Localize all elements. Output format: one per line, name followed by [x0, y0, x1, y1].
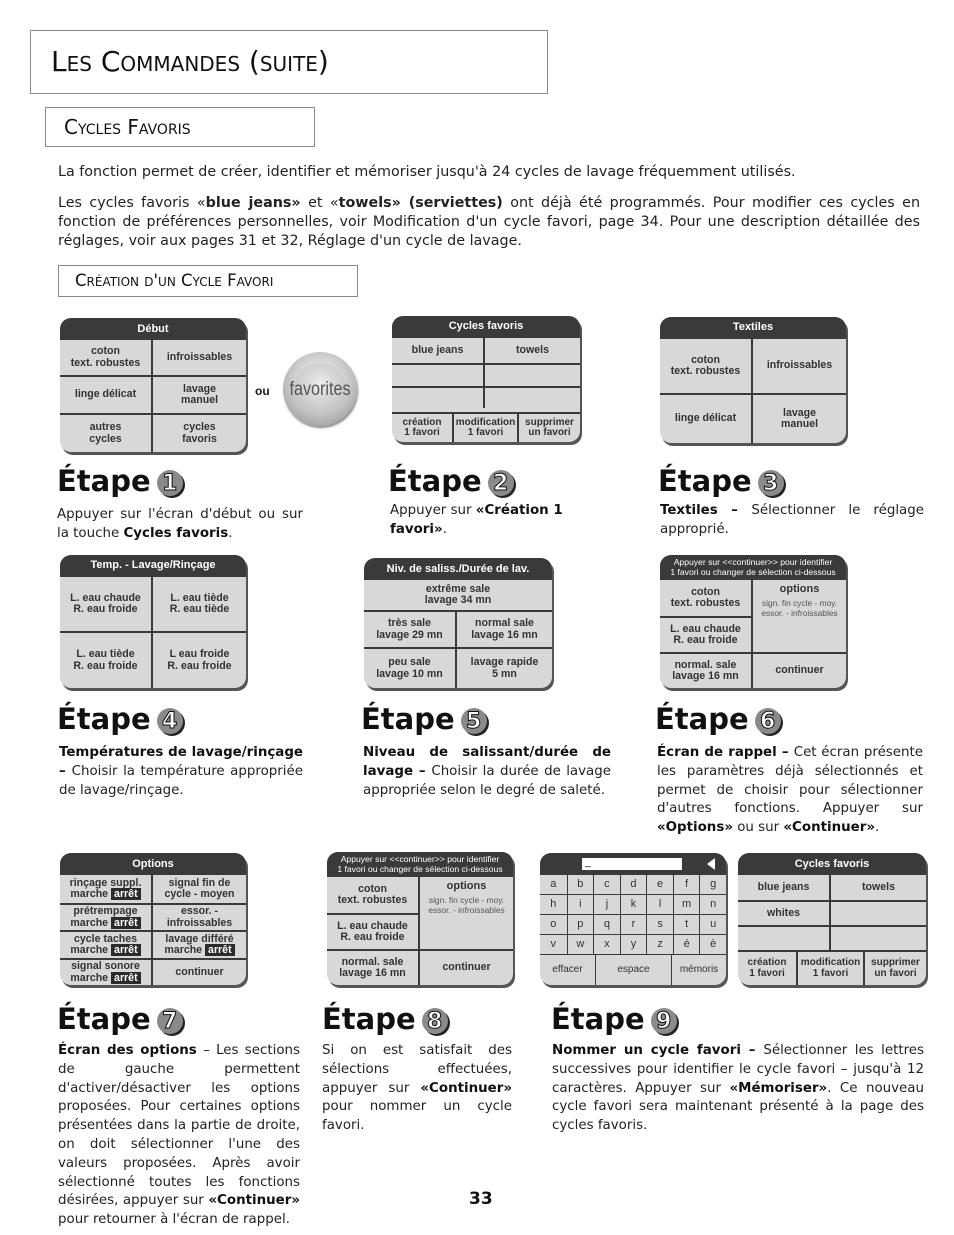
etape-5-text: Niveau de salissant/durée de lavage – Choisir la durée de lavage appropriée selon le degré de saleté.: [363, 745, 611, 798]
btn-coton[interactable]: coton text. robustes: [70, 345, 141, 369]
section-title: Cycles Favoris: [64, 115, 191, 139]
intro-paragraph-2: Les cycles favoris «blue jeans» et «towels» (serviettes) ont déjà été programmés. Pour modifier ces cycles en fonction de préférences personnelles, voir Modification d'un cycle favori, page 34. Pour une description détaillée des réglages, voir aux pages 31 et 32, Réglage d'un cycle de lavage.: [58, 195, 921, 249]
screen-header: Cycles favoris: [738, 853, 926, 875]
ou-label: ou: [255, 384, 270, 398]
key-0-5[interactable]: f: [673, 875, 700, 895]
key-memoriser[interactable]: mémoris: [671, 955, 726, 985]
etape-9-text: Nommer un cycle favori – Sélectionner les lettres successives pour identifier le cycle favori – jusqu'à 12 caractères. Appuyer sur «Mémoriser». Ce nouveau cycle favori sera maintenant présenté à la page des cycles favoris.: [552, 1043, 924, 1134]
etape-3-text: Textiles – Sélectionner le réglage approprié.: [660, 503, 924, 537]
btn-continuer[interactable]: continuer: [175, 965, 224, 978]
key-3-5[interactable]: é: [673, 935, 700, 955]
etape-2-text: Appuyer sur «Création 1 favori».: [390, 503, 563, 537]
key-0-4[interactable]: e: [646, 875, 673, 895]
cursor: _: [585, 857, 591, 868]
btn-temp-chaude-froide[interactable]: L. eau chaude R. eau froide: [70, 591, 141, 615]
etape-3-heading: Étape 3: [658, 464, 784, 498]
divider: [738, 925, 926, 927]
key-3-6[interactable]: è: [699, 935, 726, 955]
btn-whites[interactable]: whites: [767, 906, 800, 919]
btn-infroissables[interactable]: infroissables: [166, 350, 233, 363]
btn-infroissables[interactable]: infroissables: [766, 359, 833, 372]
section-title-box: [45, 107, 315, 147]
screen-rappel: [660, 555, 846, 688]
screen-cycles-favoris-2: [738, 853, 926, 985]
key-1-0[interactable]: h: [540, 895, 567, 915]
key-2-4[interactable]: s: [646, 915, 673, 935]
screen-temperature: [60, 555, 246, 688]
key-3-3[interactable]: y: [620, 935, 647, 955]
name-input[interactable]: [582, 858, 682, 870]
key-2-1[interactable]: p: [567, 915, 594, 935]
key-0-2[interactable]: c: [593, 875, 620, 895]
btn-temp-tiede-tiede[interactable]: L. eau tiède R. eau tiède: [169, 591, 230, 615]
screen-header: Temp. - Lavage/Rinçage: [60, 555, 246, 577]
screen-header: Appuyer sur <<continuer>> pour identifier 1 favori ou changer de sélection ci-dessous: [660, 555, 846, 580]
btn-normal-sale[interactable]: normal sale lavage 16 mn: [471, 617, 538, 641]
key-espace[interactable]: espace: [595, 955, 671, 985]
key-1-1[interactable]: i: [567, 895, 594, 915]
btn-continuer[interactable]: continuer: [775, 664, 824, 677]
key-1-6[interactable]: n: [699, 895, 726, 915]
divider: [392, 363, 580, 365]
key-0-0[interactable]: a: [540, 875, 567, 895]
key-2-6[interactable]: u: [699, 915, 726, 935]
btn-cycles-favoris[interactable]: cycles favoris: [182, 421, 217, 445]
btn-temperature[interactable]: L. eau chaude R. eau froide: [337, 919, 408, 943]
etape-2-heading: Étape 2: [388, 464, 514, 498]
screen-header: Début: [60, 318, 246, 340]
key-1-4[interactable]: l: [646, 895, 673, 915]
btn-linge-delicat[interactable]: linge délicat: [74, 388, 137, 401]
btn-salissure[interactable]: normal. sale lavage 16 mn: [672, 658, 739, 682]
btn-continuer[interactable]: continuer: [442, 961, 491, 974]
btn-salissure[interactable]: normal. sale lavage 16 mn: [339, 955, 406, 979]
btn-linge-delicat[interactable]: linge délicat: [674, 412, 737, 425]
subsection-title-box: [58, 265, 358, 297]
btn-temp-froide-froide[interactable]: L eau froide R. eau froide: [167, 648, 232, 672]
favorites-button[interactable]: [283, 352, 357, 426]
key-0-6[interactable]: g: [699, 875, 726, 895]
btn-extreme-sale[interactable]: extrême sale lavage 34 mn: [424, 582, 492, 606]
toggle: marche arrêt: [70, 918, 140, 930]
screen-header: Appuyer sur <<continuer>> pour identifier 1 favori ou changer de sélection ci-dessous: [327, 852, 513, 877]
screen-header: Niv. de saliss./Durée de lav.: [364, 558, 552, 580]
btn-lavage-manuel[interactable]: lavage manuel: [180, 382, 219, 406]
etape-4-heading: Étape 4: [57, 702, 183, 736]
btn-temperature[interactable]: L. eau chaude R. eau froide: [670, 622, 741, 646]
btn-essorage[interactable]: essor. - infroissables: [166, 905, 233, 929]
btn-blue-jeans[interactable]: blue jeans: [757, 880, 810, 893]
btn-peu-sale[interactable]: peu sale lavage 10 mn: [376, 656, 443, 680]
btn-autres-cycles[interactable]: autres cycles: [89, 421, 122, 445]
key-effacer[interactable]: effacer: [552, 964, 583, 976]
btn-coton[interactable]: coton text. robustes: [670, 353, 741, 377]
btn-creation-favori[interactable]: création 1 favori: [402, 416, 442, 438]
etape-4-text: Températures de lavage/rinçage – Choisir la température appropriée de lavage/rinçage.: [59, 745, 303, 798]
divider: [392, 386, 580, 388]
etape-9-heading: Étape 9: [551, 1002, 677, 1036]
btn-modification-favori[interactable]: modification 1 favori: [455, 416, 516, 438]
key-0-1[interactable]: b: [567, 875, 594, 895]
btn-temp-tiede-froide[interactable]: L. eau tiède R. eau froide: [73, 648, 138, 672]
btn-coton[interactable]: coton text. robustes: [337, 882, 408, 906]
screen-rappel-2: [327, 852, 513, 985]
toggle: marche arrêt: [164, 945, 234, 957]
key-2-0[interactable]: o: [540, 915, 567, 935]
etape-7-heading: Étape 7: [57, 1002, 183, 1036]
etape-1-heading: Étape 1: [57, 464, 183, 498]
btn-creation-favori[interactable]: création 1 favori: [747, 957, 787, 979]
screen-textiles: [660, 317, 846, 443]
etape-8-text: Si on est satisfait des sélections effectuées, appuyer sur «Continuer» pour nommer un cycle favori.: [322, 1043, 512, 1134]
key-2-5[interactable]: t: [673, 915, 700, 935]
key-3-0[interactable]: v: [540, 935, 567, 955]
btn-signal-sonore[interactable]: signal sonore marche arrêt: [70, 960, 140, 984]
key-0-3[interactable]: d: [620, 875, 647, 895]
options-title: options: [446, 880, 487, 892]
btn-modification-favori[interactable]: modification 1 favori: [800, 957, 861, 979]
btn-tres-sale[interactable]: très sale lavage 29 mn: [376, 617, 443, 641]
page-number: 33: [469, 1189, 493, 1209]
screen-options: [60, 853, 246, 985]
btn-pretrempage[interactable]: prétrempage marche arrêt: [60, 905, 151, 930]
keyboard-grid: [540, 875, 726, 985]
btn-signal-fin-cycle[interactable]: signal fin de cycle - moyen: [164, 876, 235, 900]
toggle: marche arrêt: [70, 973, 140, 985]
key-1-3[interactable]: k: [620, 895, 647, 915]
key-3-4[interactable]: z: [646, 935, 673, 955]
key-2-3[interactable]: r: [620, 915, 647, 935]
btn-lavage-differe[interactable]: lavage différé marche arrêt: [164, 932, 234, 956]
screen-salissure: [364, 558, 552, 688]
etape-5-heading: Étape 5: [361, 702, 487, 736]
screen-cycles-favoris: [392, 316, 580, 442]
key-2-2[interactable]: q: [593, 915, 620, 935]
btn-rincage-suppl[interactable]: rinçage suppl. marche arrêt: [69, 876, 142, 900]
btn-cycle-taches[interactable]: cycle taches marche arrêt: [60, 932, 151, 958]
btn-supprimer-favori[interactable]: supprimer un favori: [525, 416, 574, 438]
btn-towels[interactable]: towels: [862, 880, 895, 893]
options-summary: sign. fin cycle - moy. essor. - infroissables: [761, 598, 838, 618]
key-1-2[interactable]: j: [593, 895, 620, 915]
toggle: marche arrêt: [70, 889, 140, 901]
screen-debut: [60, 318, 246, 452]
page-title-box: [30, 30, 548, 94]
backspace-icon[interactable]: [707, 858, 715, 870]
etape-6-heading: Étape 6: [655, 702, 781, 736]
etape-8-heading: Étape 8: [322, 1002, 448, 1036]
etape-7-text: Écran des options – Les sections de gauche permettent d'activer/désactiver les options proposées. Pour certaines options présentées dans la partie de droite, on doit sélectionner l'une des valeurs proposées. Après avoir sélectionné toutes les fonctions désirées, appuyer sur «Continuer» pour retourner à l'écran de rappel.: [58, 1043, 301, 1228]
intro-paragraph-1: La fonction permet de créer, identifier et mémoriser jusqu'à 24 cycles de lavage fréquemment utilisés.: [58, 164, 796, 180]
btn-lavage-rapide[interactable]: lavage rapide 5 mn: [470, 656, 539, 680]
screen-header: Textiles: [660, 317, 846, 339]
btn-blue-jeans[interactable]: blue jeans: [411, 343, 464, 356]
btn-lavage-manuel[interactable]: lavage manuel: [780, 406, 819, 430]
screen-header: Cycles favoris: [392, 316, 580, 338]
btn-options[interactable]: [420, 877, 513, 949]
subsection-title: Création d'un Cycle Favori: [75, 271, 274, 290]
btn-supprimer-favori[interactable]: supprimer un favori: [871, 957, 920, 979]
screen-keyboard: [540, 853, 726, 985]
options-summary: sign. fin cycle - moy. essor. - infroissables: [428, 895, 505, 915]
btn-towels[interactable]: towels: [516, 343, 549, 356]
btn-options[interactable]: [753, 580, 846, 652]
key-3-2[interactable]: x: [593, 935, 620, 955]
favorites-label: favorites: [289, 379, 351, 400]
etape-6-text: Écran de rappel – Cet écran présente les paramètres déjà sélectionnés et permet de choisir pour sélectionner d'autres fonctions. Appuyer sur «Options» ou sur «Continuer».: [657, 745, 923, 836]
options-title: options: [779, 583, 820, 595]
page-title: Les Commandes (suite): [51, 45, 329, 78]
etape-1-text: Appuyer sur l'écran d'début ou sur la touche Cycles favoris.: [57, 507, 303, 541]
toggle: marche arrêt: [70, 945, 140, 957]
key-3-1[interactable]: w: [567, 935, 594, 955]
screen-header: Options: [60, 853, 246, 875]
key-1-5[interactable]: m: [673, 895, 700, 915]
btn-coton[interactable]: coton text. robustes: [670, 585, 741, 609]
